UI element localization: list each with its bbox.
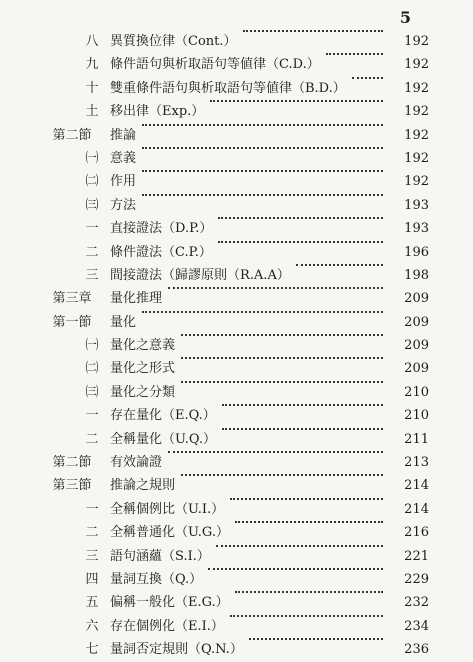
toc-entry	[0, 521, 473, 544]
toc-entry-page: 236	[404, 642, 429, 658]
toc-leader-dots	[218, 217, 383, 219]
toc-entry-page: 192	[404, 57, 429, 73]
toc-entry-title: 量化之形式	[110, 361, 176, 377]
toc-entry	[0, 498, 473, 521]
toc-leader-dots	[218, 241, 383, 243]
toc-entry-title: 量化	[110, 314, 137, 330]
toc-entry-number: ㈡	[85, 174, 99, 190]
toc-entry-number: 第三章	[52, 291, 92, 307]
toc-leader-dots	[181, 357, 383, 359]
toc-entry-title: 全稱量化（U.Q.）	[110, 431, 217, 447]
toc-entry-page: 193	[404, 197, 429, 213]
toc-entry-number: ㈢	[85, 384, 99, 400]
toc-entry-number: ㈠	[85, 338, 99, 354]
toc-entry	[0, 30, 473, 53]
toc-entry	[0, 217, 473, 240]
toc-entry-title: 存在量化（E.Q.）	[110, 408, 216, 424]
toc-entry-number: 二	[85, 525, 99, 541]
toc-leader-dots	[181, 474, 383, 476]
toc-entry-number: 四	[85, 571, 99, 587]
toc-entry-title: 量化之分類	[110, 384, 176, 400]
toc-entry-page: 232	[404, 595, 429, 611]
toc-leader-dots	[222, 404, 383, 406]
toc-entry-page: 193	[404, 221, 429, 237]
toc-entry-title: 推論	[110, 127, 137, 143]
toc-entry-number: 第二節	[52, 455, 92, 471]
toc-entry-title: 作用	[110, 174, 137, 190]
toc-entry-number: 二	[85, 431, 99, 447]
toc-entry-page: 210	[404, 408, 429, 424]
toc-entry-number: 五	[85, 595, 99, 611]
toc-entry-number: 八	[85, 34, 99, 49]
toc-entry-number: 第三節	[52, 478, 92, 494]
toc-leader-dots	[235, 521, 383, 523]
toc-entry-title: 異質換位律（Cont.）	[110, 34, 237, 49]
toc-entry-title: 有效論證	[110, 455, 163, 471]
toc-entry-number: 一	[85, 501, 99, 517]
toc-entry-page: 214	[404, 478, 429, 494]
toc-entry-title: 雙重條件語句與析取語句等値律（B.D.）	[110, 80, 346, 96]
page-number: 5	[399, 8, 411, 27]
toc-entry-number: 一	[85, 408, 99, 424]
toc-entry-number: ㈡	[85, 361, 99, 377]
toc-entry-number: 三	[85, 267, 99, 283]
toc-entry-title: 直接證法（D.P.）	[110, 221, 213, 237]
toc-entry	[0, 615, 473, 638]
toc-entry-number: ㈠	[85, 150, 99, 166]
toc-leader-dots	[181, 381, 383, 383]
toc-entry-page: 192	[404, 104, 429, 120]
toc-leader-dots	[208, 568, 383, 570]
toc-entry-page: 192	[404, 150, 429, 166]
toc-entry	[0, 241, 473, 264]
toc-leader-dots	[230, 498, 383, 500]
toc-entry-title: 條件語句與析取語句等値律（C.D.）	[110, 57, 320, 73]
toc-entry	[0, 170, 473, 193]
toc-entry-title: 量詞互換（Q.）	[110, 571, 203, 587]
toc-entry	[0, 381, 473, 404]
toc-entry-title: 方法	[110, 197, 137, 213]
toc-entry-page: 209	[404, 361, 429, 377]
toc-entry	[0, 357, 473, 380]
toc-entry	[0, 428, 473, 451]
toc-leader-dots	[230, 615, 383, 617]
toc-entry-page: 211	[404, 431, 429, 447]
toc-entry-number: 三	[85, 548, 99, 564]
toc-entry	[0, 124, 473, 147]
toc-entry-page: 214	[404, 501, 429, 517]
toc-entry-title: 全稱個例比（U.I.）	[110, 501, 225, 517]
toc-entry	[0, 287, 473, 310]
toc-leader-dots	[168, 287, 383, 289]
toc-entry	[0, 311, 473, 334]
toc-entry-title: 間接證法（歸謬原則（R.A.A）	[110, 267, 290, 283]
toc-entry	[0, 334, 473, 357]
toc-entry	[0, 568, 473, 591]
toc-leader-dots	[142, 170, 383, 172]
toc-leader-dots	[216, 545, 383, 547]
toc-entry-number: 九	[85, 57, 99, 73]
table-of-contents	[0, 30, 473, 662]
toc-leader-dots	[142, 194, 383, 196]
toc-entry	[0, 591, 473, 614]
toc-entry	[0, 194, 473, 217]
toc-leader-dots	[181, 334, 383, 336]
toc-entry-page: 192	[404, 174, 429, 190]
toc-entry-title: 量詞否定規則（Q.N.）	[110, 642, 243, 658]
toc-entry-title: 推論之規則	[110, 478, 176, 494]
toc-entry-page: 192	[404, 34, 429, 49]
toc-entry-number: 第二節	[52, 127, 92, 143]
toc-entry-page: 196	[404, 244, 429, 260]
toc-leader-dots	[142, 124, 383, 126]
toc-entry-page: 234	[404, 618, 429, 634]
toc-entry	[0, 100, 473, 123]
toc-entry-number: 十	[85, 80, 99, 96]
toc-entry-title: 量化之意義	[110, 338, 176, 354]
toc-entry-title: 意義	[110, 150, 137, 166]
toc-leader-dots	[210, 100, 383, 102]
toc-leader-dots	[296, 264, 383, 266]
toc-entry	[0, 451, 473, 474]
toc-leader-dots	[142, 311, 383, 313]
toc-entry-number: 二	[85, 244, 99, 260]
toc-entry-title: 語句涵蘊（S.I.）	[110, 548, 210, 564]
toc-entry-page: 210	[404, 384, 429, 400]
toc-leader-dots	[235, 591, 383, 593]
toc-entry-page: 198	[404, 267, 429, 283]
toc-entry	[0, 404, 473, 427]
toc-leader-dots	[352, 77, 383, 79]
toc-leader-dots	[326, 53, 383, 55]
toc-entry-number: 六	[85, 618, 99, 634]
toc-entry	[0, 638, 473, 661]
toc-entry-number: 土	[85, 104, 99, 120]
toc-entry-title: 條件證法（C.P.）	[110, 244, 212, 260]
toc-entry-title: 量化推理	[110, 291, 163, 307]
toc-entry-number: 七	[85, 642, 99, 658]
toc-entry	[0, 264, 473, 287]
toc-entry-page: 221	[404, 548, 429, 564]
toc-leader-dots	[222, 428, 383, 430]
toc-entry-title: 存在個例化（E.I.）	[110, 618, 224, 634]
toc-entry-title: 全稱普通化（U.G.）	[110, 525, 229, 541]
toc-entry-page: 209	[404, 338, 429, 354]
toc-entry-page: 216	[404, 525, 429, 541]
toc-leader-dots	[142, 147, 383, 149]
toc-leader-dots	[243, 30, 384, 32]
toc-entry-number: 第一節	[52, 314, 92, 330]
toc-entry-page: 209	[404, 291, 429, 307]
toc-entry-page: 192	[404, 80, 429, 96]
toc-entry-page: 192	[404, 127, 429, 143]
toc-entry-title: 移出律（Exp.）	[110, 104, 205, 120]
toc-entry	[0, 77, 473, 100]
toc-entry-number: 一	[85, 221, 99, 237]
toc-entry-page: 229	[404, 571, 429, 587]
toc-entry	[0, 147, 473, 170]
toc-entry-number: ㈢	[85, 197, 99, 213]
toc-entry	[0, 53, 473, 76]
toc-entry-title: 偏稱一般化（E.G.）	[110, 595, 229, 611]
toc-entry	[0, 545, 473, 568]
toc-entry-page: 209	[404, 314, 429, 330]
toc-entry	[0, 474, 473, 497]
toc-entry-page: 213	[404, 455, 429, 471]
toc-leader-dots	[168, 451, 383, 453]
